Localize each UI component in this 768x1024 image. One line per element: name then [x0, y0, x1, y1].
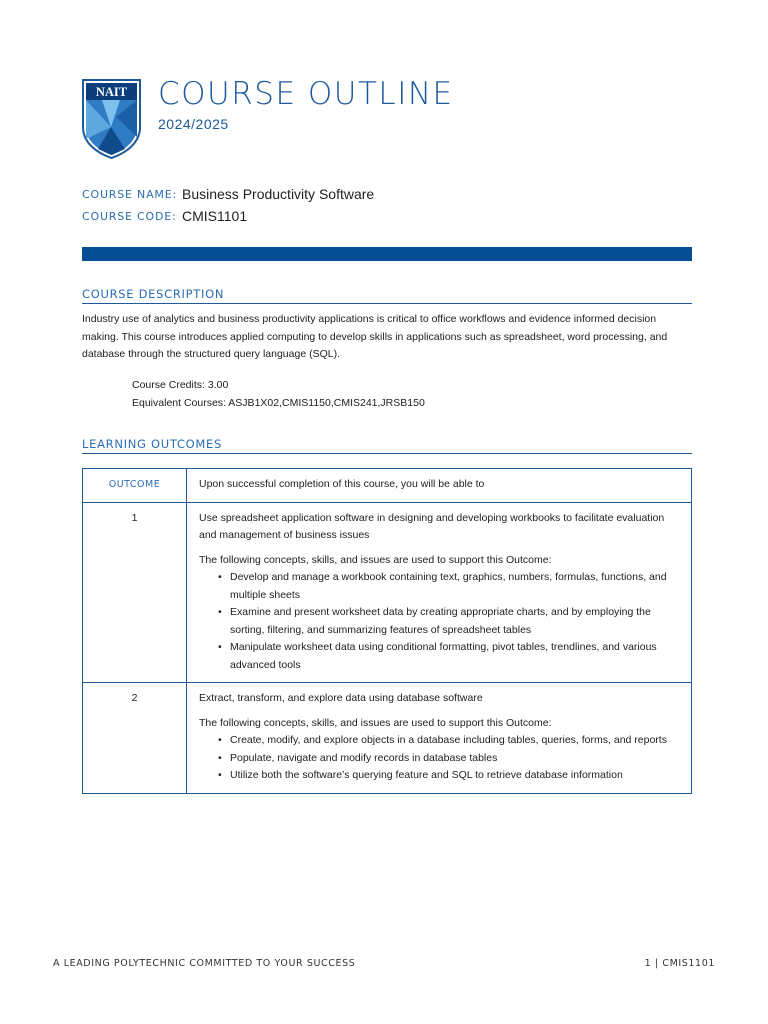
course-name-row — [82, 183, 374, 205]
list-item: • Manipulate worksheet data using conditional formatting, pivot tables, trendlines, and various advanced tools — [230, 639, 679, 674]
course-meta — [82, 183, 374, 227]
course-code-value: CMIS1101 — [182, 208, 248, 224]
outcome-support-intro: The following concepts, skills, and issues are used to support this Outcome: — [199, 716, 552, 729]
outcome-number: 1 — [83, 502, 187, 683]
course-name-label: COURSE NAME: — [82, 187, 177, 201]
learning-outcomes-heading: LEARNING OUTCOMES — [82, 437, 692, 454]
course-description-text: Industry use of analytics and business productivity applications is critical to office workflows and evidence informed decision making. This course introduces applied computing to develop skills in applications such as spreadsheet, word processing, and database through the structured query language (SQL). — [82, 313, 668, 360]
list-item: • Populate, navigate and modify records in database tables — [230, 750, 679, 768]
footer-tagline: A LEADING POLYTECHNIC COMMITTED TO YOUR SUCCESS — [53, 958, 356, 969]
outcome-intro-header: Upon successful completion of this course, you will be able to — [187, 469, 692, 503]
list-item: • Create, modify, and explore objects in a database including tables, queries, forms, and reports — [230, 732, 679, 750]
outcome-support-intro: The following concepts, skills, and issues are used to support this Outcome: — [199, 553, 552, 566]
academic-year: 2024/2025 — [158, 116, 229, 132]
course-description-heading: COURSE DESCRIPTION — [82, 287, 692, 304]
course-credits: Course Credits: 3.00 — [132, 379, 229, 391]
list-item: • Utilize both the software’s querying feature and SQL to retrieve database information — [230, 767, 679, 785]
equivalent-courses: Equivalent Courses: ASJB1X02,CMIS1150,CMIS241,JRSB150 — [132, 396, 425, 409]
header-divider-bar — [82, 247, 692, 261]
outcome-title: Use spreadsheet application software in designing and developing workbooks to facilitate evaluation and management of business issues — [199, 511, 665, 541]
outcome-title: Extract, transform, and explore data using database software — [199, 692, 483, 704]
outcome-content — [187, 502, 692, 683]
list-item: • Examine and present worksheet data by creating appropriate charts, and by employing the sorting, filtering, and summarizing features of spreadsheet tables — [230, 604, 679, 639]
table-row — [83, 683, 692, 794]
page-title: COURSE OUTLINE — [158, 76, 454, 112]
course-code-label: COURSE CODE: — [82, 209, 177, 223]
outcome-bullet-list — [199, 569, 679, 674]
outcome-number: 2 — [83, 683, 187, 794]
list-item: • Develop and manage a workbook containing text, graphics, numbers, formulas, functions, and multiple sheets — [230, 569, 679, 604]
course-name-value: Business Productivity Software — [182, 186, 375, 202]
outcome-bullet-list — [199, 732, 679, 785]
logo-text: NAIT — [95, 85, 128, 99]
course-code-row — [82, 205, 374, 227]
table-row — [83, 502, 692, 683]
outcome-column-header: OUTCOME — [83, 469, 187, 503]
learning-outcomes-table — [82, 468, 692, 794]
outcome-content — [187, 683, 692, 794]
nait-logo — [82, 79, 141, 159]
footer-page-number: 1 | CMIS1101 — [644, 958, 715, 969]
table-header-row — [83, 469, 692, 503]
course-credits-block — [132, 377, 425, 412]
